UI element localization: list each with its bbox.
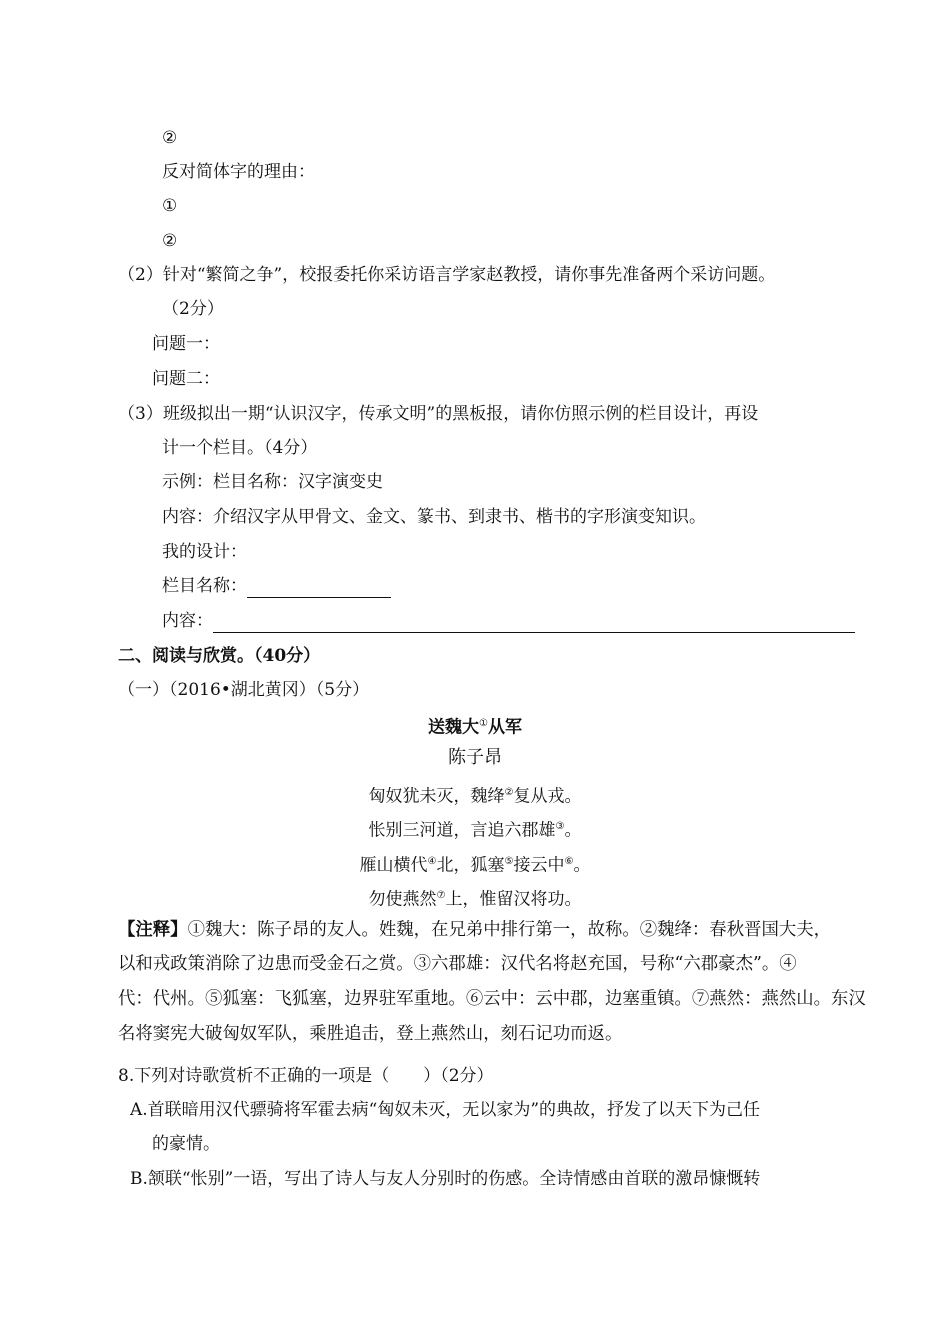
option-b-line1[interactable]: B.颔联“怅别”一语，写出了诗人与友人分别时的伤感。全诗情感由首联的激昂慷慨转	[130, 1169, 761, 1189]
question-2-line1: （2）针对“繁简之争”，校报委托你采访语言学家赵教授，请你事先准备两个采访问题。	[118, 265, 776, 285]
column-name-row	[162, 574, 391, 598]
my-design-label: 我的设计：	[162, 542, 247, 562]
notes-line-1: 【注释】①魏大：陈子昂的友人。姓魏，在兄弟中排行第一，故称。②魏绛：春秋晋国大夫，	[118, 920, 832, 940]
content-label: 内容：	[162, 611, 213, 631]
question-3-line1: （3）班级拟出一期“认识汉字，传承文明”的黑板报，请你仿照示例的栏目设计，再设	[118, 404, 759, 424]
question-2-line2: （2分）	[162, 299, 224, 319]
section-2-heading: 二、阅读与欣赏。（40分）	[118, 646, 321, 666]
question-3-line2: 计一个栏目。（4分）	[162, 438, 318, 458]
oppose-reason-1: ①	[162, 196, 178, 216]
note-marker: ①	[479, 718, 488, 729]
poem-line-3: 雁山横代④北，狐塞⑤接云中⑥。	[359, 855, 591, 876]
poem-author: 陈子昂	[448, 747, 502, 768]
poem-line-2: 怅别三河道，言追六郡雄③。	[368, 820, 582, 841]
content-row	[162, 609, 855, 633]
notes-line-4: 名将窦宪大破匈奴军队，乘胜追击，登上燕然山，刻石记功而返。	[118, 1024, 623, 1044]
interview-question-2: 问题二：	[152, 369, 220, 389]
example-line: 示例：栏目名称：汉字演变史	[162, 472, 383, 492]
poem-title: 送魏大①从军	[428, 717, 522, 738]
interview-question-1: 问题一：	[152, 334, 220, 354]
section-2-subheading: （一）（2016•湖北黄冈）（5分）	[118, 680, 370, 700]
oppose-reason-2: ②	[162, 231, 178, 251]
notes-line-2: 以和戎政策消除了边患而受金石之赏。③六郡雄：汉代名将赵充国，号称“六郡豪杰”。④	[118, 954, 797, 974]
example-content-line: 内容：介绍汉字从甲骨文、金文、篆书、到隶书、楷书的字形演变知识。	[162, 507, 706, 527]
poem-line-1: 匈奴犹未灭，魏绛②复从戎。	[368, 786, 582, 807]
oppose-label: 反对简体字的理由：	[162, 162, 315, 182]
notes-label: 【注释】	[118, 920, 188, 940]
question-8-stem: 8.下列对诗歌赏析不正确的一项是（ ）（2分）	[118, 1066, 494, 1086]
notes-line-3: 代：代州。⑤狐塞：飞狐塞，边界驻军重地。⑥云中：云中郡，边塞重镇。⑦燕然：燕然山。东汉	[118, 989, 866, 1009]
option-a-line2: 的豪情。	[152, 1134, 220, 1154]
option-a-line1[interactable]: A.首联暗用汉代骠骑将军霍去病“匈奴未灭，无以家为”的典故，抒发了以天下为己任	[130, 1100, 761, 1120]
poem-line-4: 勿使燕然⑦上，惟留汉将功。	[368, 889, 582, 910]
column-name-label: 栏目名称：	[162, 576, 247, 596]
content-blank[interactable]	[213, 614, 855, 633]
support-reason-2: ②	[162, 128, 178, 148]
column-name-blank[interactable]	[247, 579, 391, 598]
